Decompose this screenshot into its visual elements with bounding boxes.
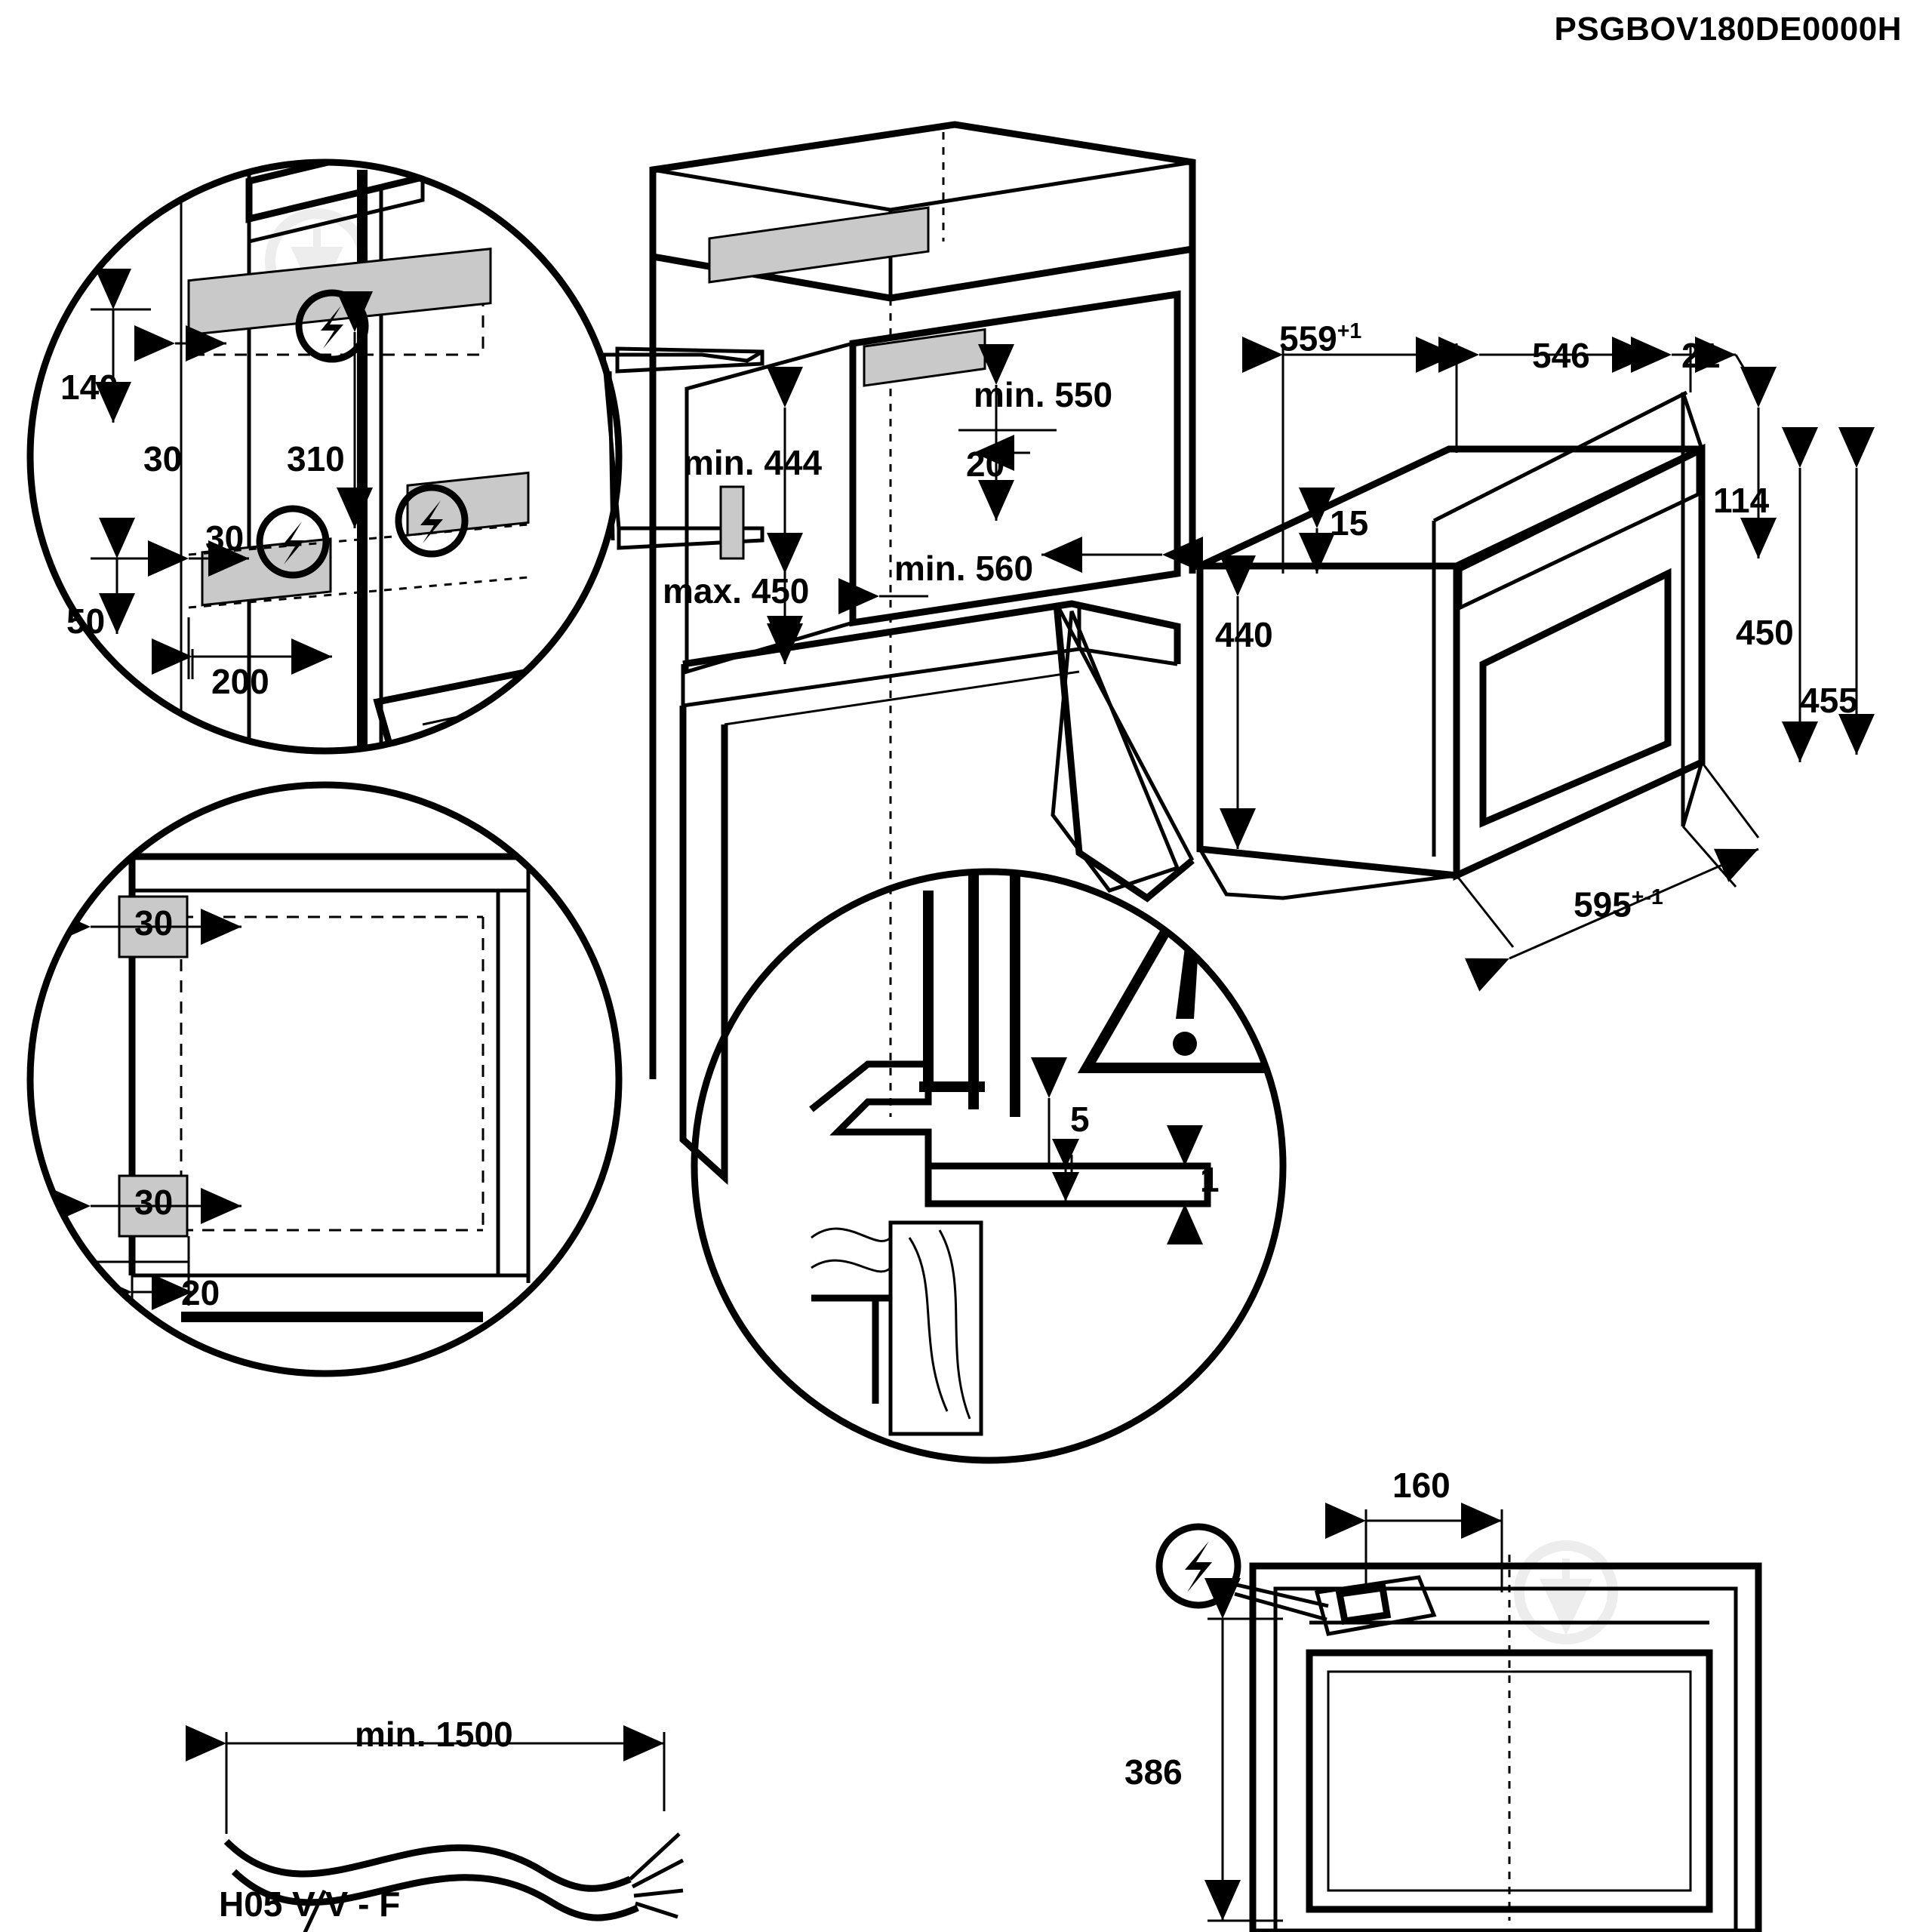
dim-label-455: 455 xyxy=(1800,681,1858,720)
dim-label-114: 114 xyxy=(1713,481,1770,520)
dim-label-min-560: min. 560 xyxy=(894,549,1034,588)
dim-label-20-niche: 20 xyxy=(966,445,1005,484)
dim-label-min-550: min. 550 xyxy=(974,375,1113,414)
dim-label-min-444: min. 444 xyxy=(683,443,823,482)
dim-label-546: 546 xyxy=(1532,336,1590,375)
dim-label-50: 50 xyxy=(66,601,106,641)
dim-label-5: 5 xyxy=(1070,1100,1090,1139)
watermark xyxy=(270,214,1613,1639)
dim-label-200: 200 xyxy=(211,662,269,701)
dim-label-140: 140 xyxy=(60,368,118,407)
appliance-rear-view xyxy=(1159,1509,1758,1932)
dim-label-30-lower: 30 xyxy=(205,518,245,558)
document-code: PSGBOV180DE0000H xyxy=(1554,11,1902,48)
power-plug-icon xyxy=(1159,1527,1238,1605)
dim-label-30-upper: 30 xyxy=(143,439,183,478)
dim-label-160: 160 xyxy=(1392,1466,1451,1505)
cable-type-label: H05 V V - F xyxy=(219,1884,401,1924)
dim-label-21: 21 xyxy=(1681,336,1721,375)
dim-label-30-top-view-2: 30 xyxy=(134,1183,174,1222)
detail-worktop-circle xyxy=(694,845,1283,1460)
dim-label-1: 1 xyxy=(1200,1160,1220,1199)
dim-label-15: 15 xyxy=(1330,503,1369,543)
dim-label-20-top-view: 20 xyxy=(181,1273,220,1312)
dim-label-450: 450 xyxy=(1736,613,1794,652)
dim-label-559: $559^{+1}$ xyxy=(1279,318,1362,358)
dim-label-440: 440 xyxy=(1215,615,1273,654)
dim-label-max-450: max. 450 xyxy=(663,571,810,611)
dim-label-386: 386 xyxy=(1124,1752,1183,1792)
dim-label-310: 310 xyxy=(287,439,345,478)
cable-length-label: min. 1500 xyxy=(355,1715,513,1754)
detail-bottom-left-circle xyxy=(30,785,619,1374)
dim-label-595: $595^{+-1}$ xyxy=(1574,884,1663,924)
dim-label-30-top-view-1: 30 xyxy=(134,903,174,943)
